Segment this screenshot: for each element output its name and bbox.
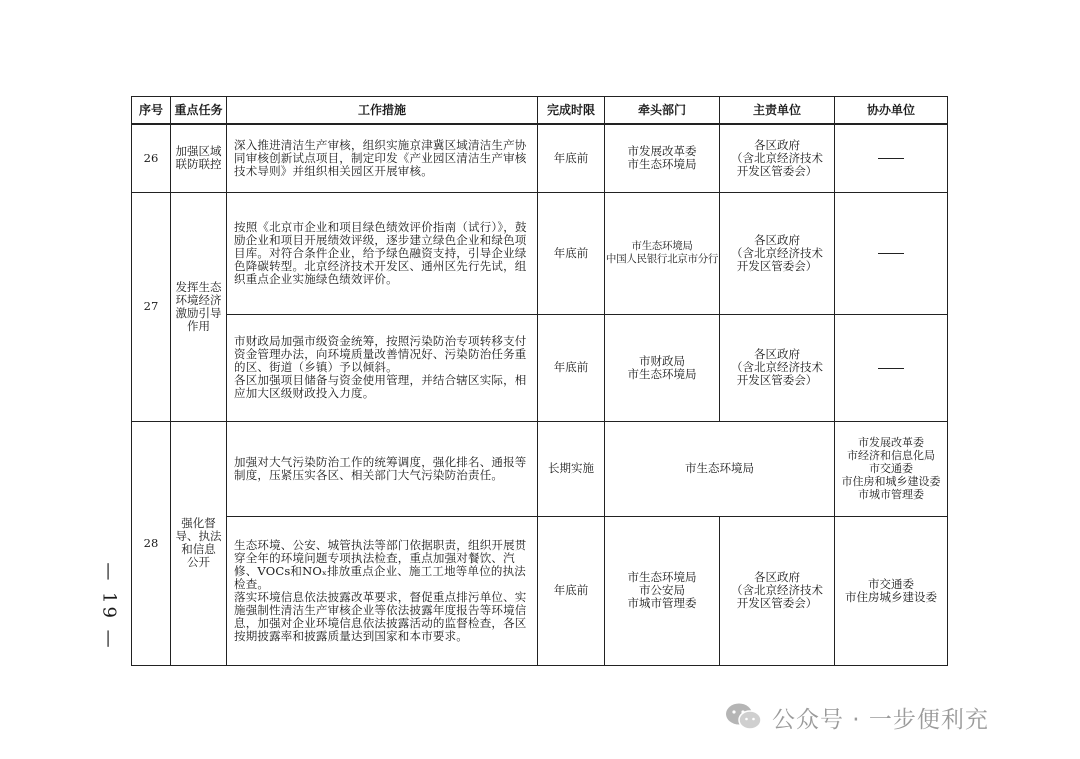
work-measure: 按照《北京市企业和项目绿色绩效评价指南（试行）》，鼓励企业和项目开展绩效评级，逐步建立绿色企业和绿色项目库。对符合条件企业，给予绿色融资支持，引导企业绿色降碳转型。北京经济技术开发区、通州区先行先试，组织重点企业实施绿色绩效评价。	[227, 192, 538, 314]
deadline: 长期实施	[538, 421, 605, 516]
assist-unit: 市发展改革委 市经济和信息化局 市交通委 市住房和城乡建设委 市城市管理委	[835, 421, 948, 516]
lead-department: 市生态环境局 市公安局 市城市管理委	[605, 516, 720, 665]
table-row	[132, 421, 948, 516]
work-measure: 加强对大气污染防治工作的统筹调度，强化排名、通报等制度，压紧压实各区、相关部门大气污染防治责任。	[227, 421, 538, 516]
header-main: 主责单位	[720, 97, 835, 125]
table-row	[132, 124, 948, 192]
deadline: 年底前	[538, 314, 605, 421]
main-unit: 各区政府 （含北京经济技术 开发区管委会）	[720, 314, 835, 421]
header-no: 序号	[132, 97, 171, 125]
assist-unit: 市交通委 市住房城乡建设委	[835, 516, 948, 665]
lead-and-main-unit: 市生态环境局	[605, 421, 835, 516]
main-unit: 各区政府 （含北京经济技术 开发区管委会）	[720, 516, 835, 665]
header-row	[132, 97, 948, 125]
task-table	[131, 96, 948, 666]
row-number: 28	[132, 421, 171, 665]
table-row	[132, 516, 948, 665]
work-measure: 生态环境、公安、城管执法等部门依据职责，组织开展贯穿全年的环境问题专项执法检查，重点加强对餐饮、汽修、VOCs和NOₓ排放重点企业、施工工地等单位的执法检查。 落实环境信息依法披露改革要求，督促重点排污单位、实施强制性清洁生产审核企业等依法披露年度报告等环境信息，加强对企业环境信息依法披露活动的监督检查，各区按期披露率和披露质量达到国家和本市要求。	[227, 516, 538, 665]
lead-department: 市生态环境局 中国人民银行北京市分行	[605, 192, 720, 314]
header-measure: 工作措施	[227, 97, 538, 125]
header-lead: 牵头部门	[605, 97, 720, 125]
deadline: 年底前	[538, 516, 605, 665]
work-measure: 市财政局加强市级资金统筹，按照污染防治专项转移支付资金管理办法，向环境质量改善情况好、污染防治任务重的区、街道（乡镇）予以倾斜。 各区加强项目储备与资金使用管理，并结合辖区实际，相应加大区级财政投入力度。	[227, 314, 538, 421]
watermark	[724, 700, 989, 734]
main-unit: 各区政府 （含北京经济技术 开发区管委会）	[720, 124, 835, 192]
watermark-text: 公众号 · 一步便利充	[772, 706, 989, 733]
lead-department: 市财政局 市生态环境局	[605, 314, 720, 421]
wechat-icon	[724, 702, 764, 732]
assist-unit	[835, 124, 948, 192]
table-row	[132, 314, 948, 421]
dash-mark	[878, 158, 904, 159]
deadline: 年底前	[538, 124, 605, 192]
page-number-text: — 19 —	[98, 561, 120, 651]
key-task: 加强区域 联防联控	[171, 124, 227, 192]
assist-unit	[835, 314, 948, 421]
page-number	[94, 561, 124, 651]
header-assist: 协办单位	[835, 97, 948, 125]
main-unit: 各区政府 （含北京经济技术 开发区管委会）	[720, 192, 835, 314]
work-measure: 深入推进清洁生产审核，组织实施京津冀区域清洁生产协同审核创新试点项目，制定印发《产业园区清洁生产审核技术导则》并组织相关园区开展审核。	[227, 124, 538, 192]
key-task: 强化督 导、执法 和信息 公开	[171, 421, 227, 665]
dash-mark	[878, 253, 904, 254]
row-number: 27	[132, 192, 171, 421]
dash-mark	[878, 368, 904, 369]
key-task: 发挥生态 环境经济 激励引导 作用	[171, 192, 227, 421]
assist-unit	[835, 192, 948, 314]
lead-department: 市发展改革委 市生态环境局	[605, 124, 720, 192]
row-number: 26	[132, 124, 171, 192]
table-row	[132, 192, 948, 314]
header-task: 重点任务	[171, 97, 227, 125]
header-deadline: 完成时限	[538, 97, 605, 125]
deadline: 年底前	[538, 192, 605, 314]
